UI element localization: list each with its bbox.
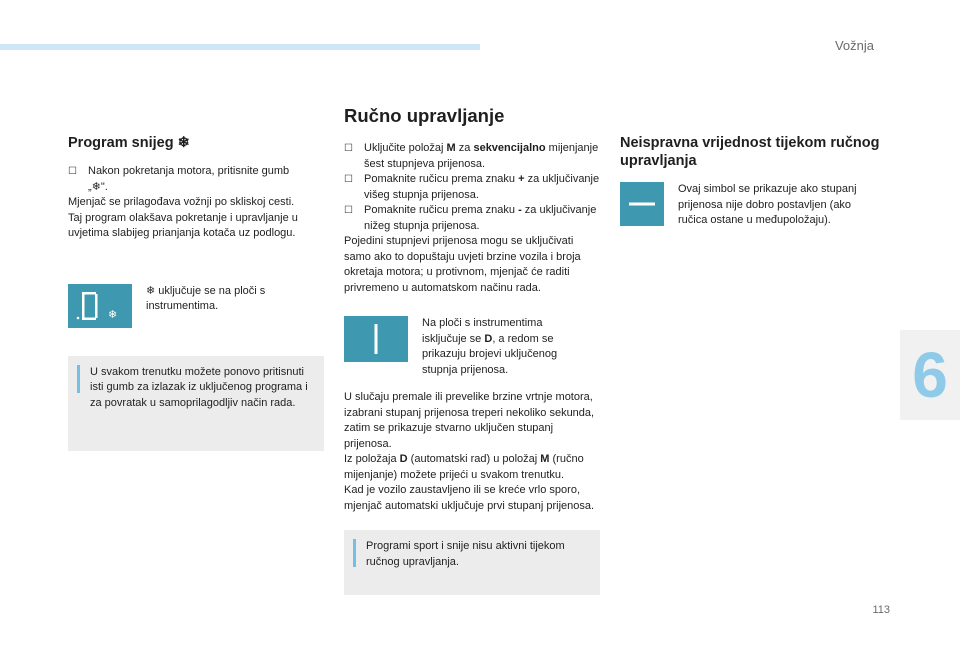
text: za — [455, 142, 474, 154]
checkbox-bullet-icon: ☐ — [344, 143, 353, 154]
text: mijenjanje šest stupnjeva prijenosa. — [364, 142, 599, 170]
step-text: Nakon pokretanja motora, pritisnite gumb — [88, 165, 290, 177]
list-item — [344, 141, 600, 172]
snow-indicator-row — [68, 284, 324, 328]
info-bar-icon — [77, 365, 80, 393]
text: Na ploči s instrumentima isključuje se — [422, 317, 543, 345]
text: za uključivanje nižeg stupnja prijenosa. — [364, 204, 597, 232]
manual-paragraph-1: Pojedini stupnjevi prijenosa mogu se uključivati samo ako to dopuštaju uvjeti brzine vozila i broja okretaja motora; u protivnom, mjenjač će raditi privremeno u automatskom načinu rada. — [344, 235, 581, 294]
text: , a redom se prikazuju brojevi uključenog stupnja prijenosa. — [422, 332, 558, 376]
snow-indicator-caption — [136, 284, 296, 315]
manual-note-text: Programi sport i snije nisu aktivni tijekom ručnog upravljanja. — [366, 540, 565, 568]
text: (automatski rad) u položaj — [407, 453, 541, 465]
checkbox-bullet-icon: ☐ — [68, 166, 77, 177]
manual-paragraph-4: Kad je vozilo zaustavljeno ili se kreće vrlo sporo, mjenjač automatski uključuje prvi stupanj prijenosa. — [344, 484, 595, 512]
gear-indicator-caption — [408, 316, 582, 378]
chapter-tab — [900, 330, 960, 420]
gear-number-icon — [344, 316, 408, 362]
snow-indicator-icon — [68, 284, 132, 328]
manual-mode-steps — [344, 141, 600, 234]
list-item — [344, 172, 600, 203]
section-title: Vožnja — [834, 38, 874, 53]
manual-paragraph-2: U slučaju premale ili prevelike brzine vrtnje motora, izabrani stupanj prijenosa treperi nekoliko sekunda, zatim se prikazuje stvarno uključen stupanj prijenosa. — [344, 391, 595, 450]
list-item — [344, 203, 600, 234]
text-bold: D — [399, 453, 408, 465]
text-bold: D — [484, 332, 493, 345]
snow-note-text: U svakom trenutku možete ponovo pritisnuti isti gumb za izlazak iz uključenog programa i za povratak u samoprilagodljiv način rada. — [90, 365, 308, 409]
snow-paragraph-1: Mjenjač se prilagođava vožnji po skliskoj cesti. — [68, 196, 295, 208]
manual-mode-column — [344, 105, 600, 595]
manual-note — [344, 530, 600, 595]
snow-program-title: Program snijeg ❄ — [68, 135, 190, 151]
invalid-gear-caption — [664, 182, 878, 229]
text: Uključite položaj — [364, 142, 447, 154]
gear-indicator-row — [344, 316, 600, 378]
text: Pomaknite ručicu prema znaku — [364, 204, 519, 216]
text-bold: + — [518, 173, 525, 185]
text: (ručno mijenjanje) možete prijeći u svakom trenutku. — [344, 453, 584, 481]
checkbox-bullet-icon: ☐ — [344, 174, 353, 185]
invalid-gear-row — [620, 182, 880, 229]
text-bold: M — [446, 142, 456, 154]
gear-indicator-text — [422, 316, 582, 378]
text: Pomaknite ručicu prema znaku — [364, 173, 519, 185]
text: za uključivanje višeg stupnja prijenosa. — [364, 173, 600, 201]
snow-program-column — [68, 134, 324, 451]
snow-indicator-text: ❄ uključuje se na ploči s instrumentima. — [146, 284, 266, 312]
checkbox-bullet-icon: ☐ — [344, 205, 353, 216]
page-number: 113 — [872, 604, 890, 616]
invalid-gear-column — [620, 134, 880, 229]
manual-mode-title: Ručno upravljanje — [344, 105, 505, 126]
text: Iz položaja — [344, 453, 400, 465]
text-bold: M — [540, 453, 550, 465]
dash-indicator-icon — [620, 182, 664, 226]
snow-paragraph-2: Taj program olakšava pokretanje i upravljanje u uvjetima slabijeg prianjanja kotača uz podlogu. — [68, 211, 298, 239]
invalid-gear-title: Neispravna vrijednost tijekom ručnog upravljanja — [620, 135, 880, 169]
header-bar — [0, 44, 480, 50]
list-item — [68, 164, 324, 195]
svg-text:❄: ❄ — [108, 307, 118, 321]
snow-program-steps — [68, 164, 324, 195]
snow-note — [68, 356, 324, 451]
manual-paragraph-3 — [344, 452, 600, 483]
invalid-gear-text: Ovaj simbol se prikazuje ako stupanj prijenosa nije dobro postavljen (ako ručica ostane u međupoložaju). — [678, 183, 857, 226]
chapter-number: 6 — [912, 339, 948, 411]
text-bold: - — [518, 204, 522, 216]
step-text-cont: „❄". — [88, 180, 108, 193]
info-bar-icon — [353, 539, 356, 567]
text-bold: sekvencijalno — [473, 142, 546, 154]
